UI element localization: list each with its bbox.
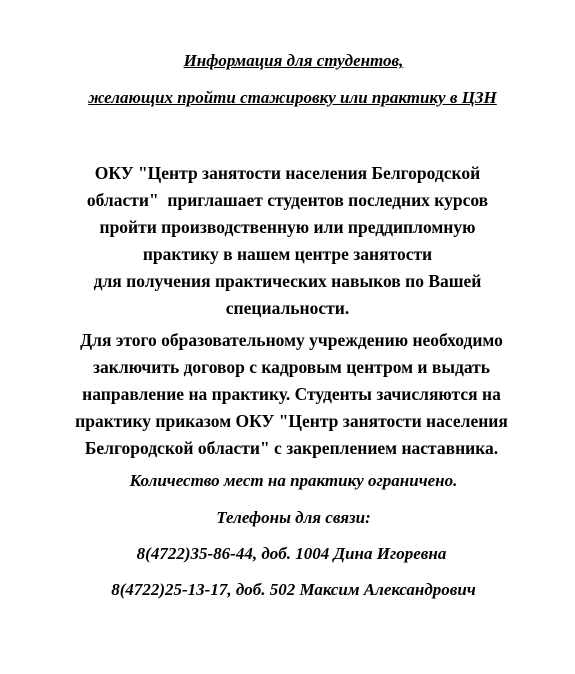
contact-phone-1: 8(4722)35-86-44, доб. 1004 Дина Игоревна: [136, 544, 447, 563]
paragraph-line: для получения практических навыков по Вашей: [93, 271, 482, 291]
paragraph-invitation: [0, 160, 575, 322]
paragraph-line: ОКУ "Центр занятости населения Белгородской: [94, 163, 481, 183]
contacts-title: Телефоны для связи:: [216, 508, 371, 527]
heading-line-2: желающих пройти стажировку или практику в ЦЗН: [88, 88, 497, 107]
contact-phone-2: 8(4722)25-13-17, доб. 502 Максим Александрович: [111, 580, 476, 599]
paragraph-procedure: [4, 327, 575, 462]
paragraph-line: Для этого образовательному учреждению необходимо: [80, 330, 503, 350]
paragraph-line: Белгородской области" с закреплением наставника.: [84, 438, 499, 458]
paragraph-line: практику приказом ОКУ "Центр занятости населения: [75, 411, 508, 431]
paragraph-line: заключить договор с кадровым центром и выдать: [93, 357, 490, 377]
paragraph-line: направление на практику. Студенты зачисляются на: [82, 384, 501, 404]
paragraph-line: пройти производственную или преддипломную: [99, 217, 476, 237]
paragraph-line: области" приглашает студентов последних курсов: [86, 190, 489, 210]
limited-places-notice: Количество мест на практику ограничено.: [129, 471, 458, 490]
paragraph-line: специальности.: [225, 298, 350, 318]
paragraph-line: практику в нашем центре занятости: [142, 244, 433, 264]
heading-line-1: Информация для студентов,: [183, 51, 404, 70]
